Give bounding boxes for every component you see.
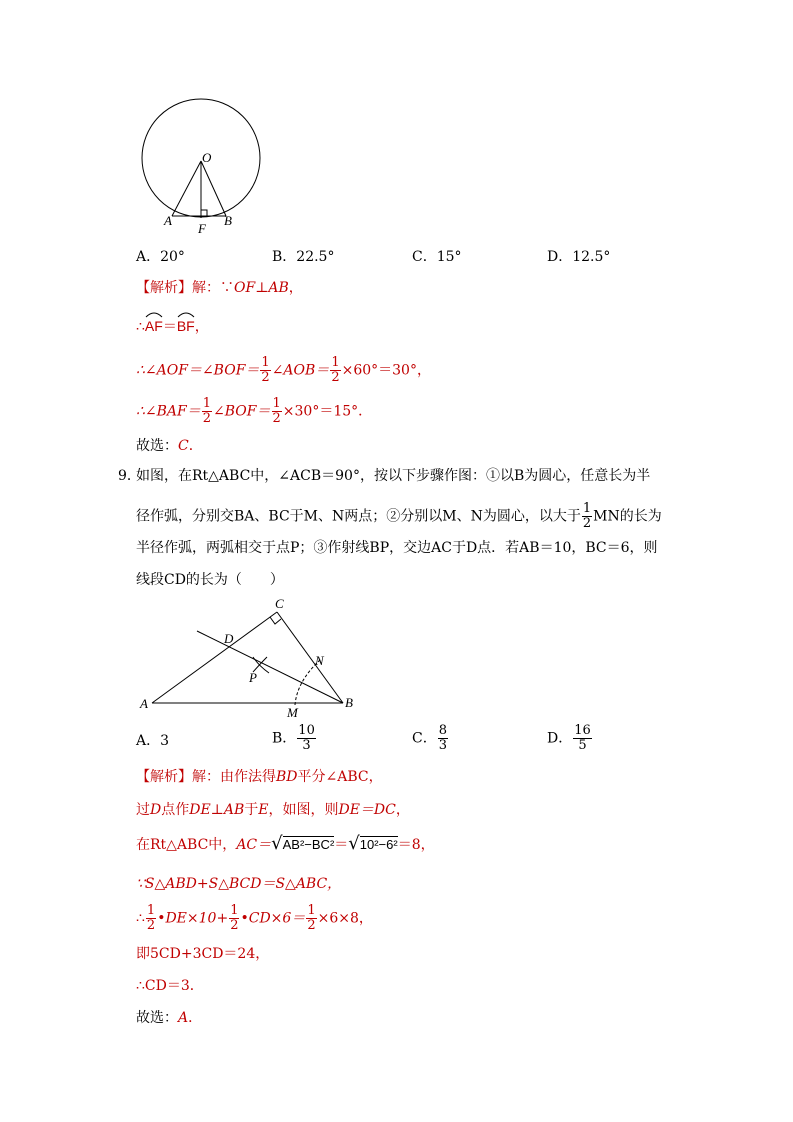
sqrt-expression: √10²−6² bbox=[348, 833, 398, 854]
segment-oa bbox=[172, 161, 201, 216]
q9-solution-line6: 即5CD+3CD＝24， bbox=[136, 946, 270, 962]
q9-text-line1: 如图，在Rt△ABC中，∠ACB＝90°，按以下步骤作图：①以B为圆心，任意长为半 bbox=[136, 468, 651, 484]
analysis-tag: 【解析】 bbox=[136, 280, 192, 296]
q8-solution-line3: ∴∠AOF＝∠BOF＝ $\frac{1}{2}$ ∠AOB＝ $\frac{1}{2}$ ×60°＝30°， bbox=[136, 355, 431, 385]
q9-solution-line4: ∵S△ABD+S△BCD＝S△ABC， bbox=[136, 876, 342, 892]
fraction-sixteen-fifths: $\frac{16}{5}$ bbox=[574, 723, 591, 753]
triangle-figure bbox=[135, 593, 365, 723]
right-angle-mark bbox=[201, 210, 207, 216]
q9-text-line4: 线段CD的长为（ ） bbox=[136, 572, 284, 588]
label-a: A bbox=[164, 213, 172, 228]
q9-solution-line1: 【解析】解：由作法得BD平分∠ABC， bbox=[136, 769, 383, 785]
fraction-half: $\frac{1}{2}$ bbox=[202, 396, 212, 426]
option-d: D． $\frac{16}{5}$ bbox=[547, 723, 591, 753]
label-b: B bbox=[345, 695, 353, 710]
label-c: C bbox=[275, 596, 284, 611]
option-a: A．3 bbox=[136, 733, 170, 749]
fraction-half: $\frac{1}{2}$ bbox=[272, 396, 281, 426]
right-angle-mark bbox=[270, 617, 281, 624]
fraction-eight-thirds: $\frac{8}{3}$ bbox=[438, 723, 447, 753]
question-number: 9． bbox=[118, 468, 141, 484]
option-b: B． $\frac{10}{3}$ bbox=[272, 723, 315, 753]
q9-text-line2: 径作弧，分别交BA、BC于M、N两点；②分别以M、N为圆心，以大于 $\frac{1}{2}$ MN的长为 bbox=[136, 501, 662, 531]
q8-solution-line1: 【解析】解：∵OF⊥AB， bbox=[136, 280, 303, 296]
fraction-ten-thirds: $\frac{10}{3}$ bbox=[298, 723, 315, 753]
q8-answer: 故选：C． bbox=[136, 438, 203, 454]
sqrt-expression: √AB²−BC² bbox=[271, 833, 335, 854]
label-f: F bbox=[198, 221, 206, 236]
option-a: A．20° bbox=[136, 249, 185, 265]
analysis-tag: 【解析】 bbox=[136, 769, 192, 785]
circle-figure bbox=[130, 95, 275, 240]
q8-solution-line2: ∴ AF＝ BF， bbox=[136, 316, 209, 337]
answer-letter: A bbox=[178, 1010, 189, 1026]
q9-text-line3: 半径作弧，两弧相交于点P；③作射线BP，交边AC于D点．若AB＝10，BC＝6，则 bbox=[136, 540, 658, 556]
q8-solution-line4: ∴∠BAF＝ $\frac{1}{2}$ ∠BOF＝ $\frac{1}{2}$ ×30°＝15°． bbox=[136, 396, 373, 426]
label-o: O bbox=[202, 150, 212, 165]
arc-af: AF bbox=[145, 316, 163, 336]
label-d: D bbox=[224, 631, 234, 646]
fraction-half: $\frac{1}{2}$ bbox=[307, 903, 316, 933]
q9-solution-line5: ∴ $\frac{1}{2}$ •DE×10+ $\frac{1}{2}$ •CD×6＝ $\frac{1}{2}$ ×6×8， bbox=[136, 903, 373, 933]
label-m: M bbox=[287, 705, 298, 720]
q9-answer: 故选：A． bbox=[136, 1010, 203, 1026]
option-b: B．22.5° bbox=[272, 249, 335, 265]
label-b: B bbox=[224, 213, 232, 228]
fraction-half: $\frac{1}{2}$ bbox=[146, 903, 156, 933]
fraction-half: $\frac{1}{2}$ bbox=[261, 355, 270, 385]
segment-cb bbox=[277, 612, 343, 703]
q9-solution-line2: 过D点作DE⊥AB于E，如图，则DE＝DC， bbox=[136, 802, 410, 818]
answer-letter: C bbox=[178, 438, 189, 454]
option-c: C． $\frac{8}{3}$ bbox=[412, 723, 447, 753]
fraction-half: $\frac{1}{2}$ bbox=[582, 501, 592, 531]
q9-solution-line7: ∴CD＝3． bbox=[136, 978, 204, 994]
option-c: C．15° bbox=[412, 249, 462, 265]
arc-bf: BF bbox=[177, 316, 195, 336]
fraction-half: $\frac{1}{2}$ bbox=[230, 903, 239, 933]
fraction-half: $\frac{1}{2}$ bbox=[331, 355, 340, 385]
label-p: P bbox=[249, 670, 257, 685]
q9-solution-line3: 在Rt△ABC中，AC＝√AB²−BC²＝√10²−6²＝8， bbox=[136, 833, 435, 854]
option-d: D．12.5° bbox=[547, 249, 611, 265]
segment-ob bbox=[201, 161, 226, 216]
label-a: A bbox=[140, 696, 148, 711]
segment-ac bbox=[152, 612, 277, 703]
label-n: N bbox=[315, 653, 324, 668]
